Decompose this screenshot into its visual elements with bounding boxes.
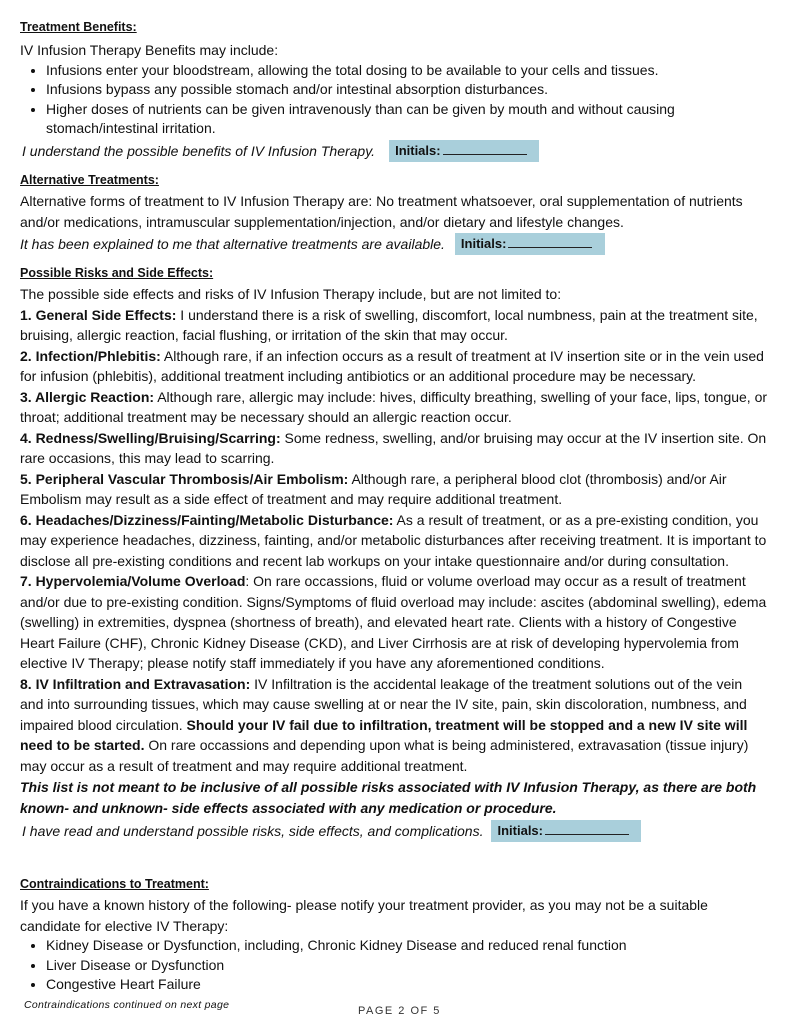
risks-intro: The possible side effects and risks of IV Infusion Therapy include, but are not limited to: xyxy=(20,286,562,302)
benefits-initials-field[interactable] xyxy=(389,140,539,162)
risk-text: As a result of treatment, or as a pre-existing condition, you may experience headaches, dizziness, fainting, and/or metabolic disturbances after receiving treatment. It is important to disclose all pre-existing conditions and recent lab workups on your intake questionnaire and/or during consultation. xyxy=(20,511,767,569)
risk-title: 6. Headaches/Dizziness/Fainting/Metabolic Disturbance: xyxy=(20,511,394,528)
alternatives-body: Alternative forms of treatment to IV Infusion Therapy are: No treatment whatsoever, oral supplementation of nutrients and/or medications, intramuscular supplementation/injection, and/or dietary and lifestyle changes. xyxy=(20,193,743,230)
risk-text: IV Infiltration is the accidental leakage of the treatment solutions out of the vein and into surrounding tissues, which may cause swelling at or near the IV site, pain, skin discoloration, numbness, and impaired blood circulation. xyxy=(20,675,747,733)
risk-bold-text: Should your IV fail due to infiltration, treatment will be stopped and a new IV site will need to be started. xyxy=(20,716,748,753)
benefits-ack-text: I understand the possible benefits of IV Infusion Therapy. xyxy=(22,142,376,159)
risk-title: 8. IV Infiltration and Extravasation: xyxy=(20,675,251,692)
list-item: • Kidney Disease or Dysfunction, including, Chronic Kidney Disease and reduced renal function xyxy=(46,936,768,956)
alternatives-heading: Alternative Treatments: xyxy=(20,173,159,187)
alternatives-ack-row xyxy=(20,233,768,255)
benefits-heading: Treatment Benefits: xyxy=(20,20,137,34)
alternatives-ack-text: It has been explained to me that alternative treatments are available. xyxy=(20,236,445,252)
risks-initials-field[interactable] xyxy=(491,820,641,842)
initials-blank xyxy=(508,234,592,248)
risk-item xyxy=(20,346,768,387)
alternatives-initials-field[interactable] xyxy=(455,233,605,255)
risk-text: Although rare, allergic may include: hives, difficulty breathing, swelling of your face, lips, tongue, or throat; additional treatment may be necessary should an allergic reaction occur. xyxy=(20,388,768,425)
risk-title: 4. Redness/Swelling/Bruising/Scarring: xyxy=(20,429,281,446)
risks-heading: Possible Risks and Side Effects: xyxy=(20,266,214,280)
risk-item xyxy=(20,510,768,572)
risk-item xyxy=(20,571,768,674)
contra-list xyxy=(20,936,768,995)
benefits-ack-row xyxy=(20,140,768,162)
contra-heading: Contraindications to Treatment: xyxy=(20,877,209,891)
risk-text: Although rare, if an infection occurs as a result of treatment at IV insertion site or in the vein used for infusion (phlebitis), additional treatment including antibiotics or an additional procedure may be necessary. xyxy=(20,347,764,384)
risk-text: I understand there is a risk of swelling, discomfort, local numbness, pain at the treatment site, bruising, allergic reaction, facial flushing, or irritation of the skin that may occur. xyxy=(20,306,758,343)
list-item: • Congestive Heart Failure xyxy=(46,975,768,995)
list-item: • Infusions enter your bloodstream, allowing the total dosing to be available to your cells and tissues. xyxy=(46,61,768,81)
risk-item xyxy=(20,305,768,346)
contra-intro: If you have a known history of the following- please notify your treatment provider, as you may not be a suitable candidate for elective IV Therapy: xyxy=(20,897,708,934)
risk-title: 1. General Side Effects: xyxy=(20,306,177,323)
list-item: • Infusions bypass any possible stomach and/or intestinal absorption disturbances. xyxy=(46,80,768,100)
risk-item xyxy=(20,387,768,428)
benefits-list xyxy=(20,61,768,139)
benefits-intro: IV Infusion Therapy Benefits may include: xyxy=(20,42,279,58)
list-item: • Liver Disease or Dysfunction xyxy=(46,956,768,976)
risks-ack-row xyxy=(20,820,768,842)
risk-item xyxy=(20,469,768,510)
page-number: PAGE 2 OF 5 xyxy=(358,1005,441,1017)
risks-disclaimer: This list is not meant to be inclusive of all possible risks associated with IV Infusion Therapy, as there are both known- and unknown- side effects associated with any medication or procedure. xyxy=(20,779,757,816)
initials-blank xyxy=(545,821,629,835)
risks-section xyxy=(20,266,768,842)
continued-note: Contraindications continued on next page xyxy=(24,999,230,1011)
risk-title: 2. Infection/Phlebitis: xyxy=(20,347,161,364)
initials-label: Initials: xyxy=(497,823,543,838)
risk-title: 7. Hypervolemia/Volume Overload xyxy=(20,573,246,589)
risk-item xyxy=(20,674,768,777)
initials-blank xyxy=(443,141,527,155)
contra-section xyxy=(20,877,768,995)
risk-text: : On rare occassions, fluid or volume overload may occur as a result of treatment and/or due to pre-existing condition. Signs/Symptoms of fluid overload may include: ascites (abdominal swelling), edema (swelling) in extremities, dyspnea (shortness of breath), and elevated heart rate. Clients with a history of Congestive Heart Failure (CHF), Chronic Kidney Disease (CKD), and Liver Cirrhosis are at risk of developing hypervolemia from elective IV Therapy; please notify staff immediately if you have any aforementioned conditions. xyxy=(20,573,767,671)
initials-label: Initials: xyxy=(395,142,441,158)
risk-title: 3. Allergic Reaction: xyxy=(20,388,155,405)
risk-text: On rare occassions and depending upon what is being administered, extravasation (tissue injury) may occur as a result of treatment and may require additional treatment. xyxy=(20,737,749,774)
benefits-section xyxy=(20,20,768,162)
alternatives-section xyxy=(20,173,768,255)
risk-title: 5. Peripheral Vascular Thrombosis/Air Embolism: xyxy=(20,470,349,487)
risk-text: Some redness, swelling, and/or bruising may occur at the IV insertion site. On rare occasions, this may lead to scarring. xyxy=(20,429,767,466)
risk-item xyxy=(20,428,768,469)
risks-ack-text: I have read and understand possible risks, side effects, and complications. xyxy=(22,823,484,839)
risk-text: Although rare, a peripheral blood clot (thrombosis) and/or Air Embolism may result as a side effect of treatment and may require additional treatment. xyxy=(20,470,727,507)
initials-label: Initials: xyxy=(460,236,507,251)
list-item: • Higher doses of nutrients can be given intravenously than can be given by mouth and without causing stomach/intestinal irritation. xyxy=(46,100,768,139)
